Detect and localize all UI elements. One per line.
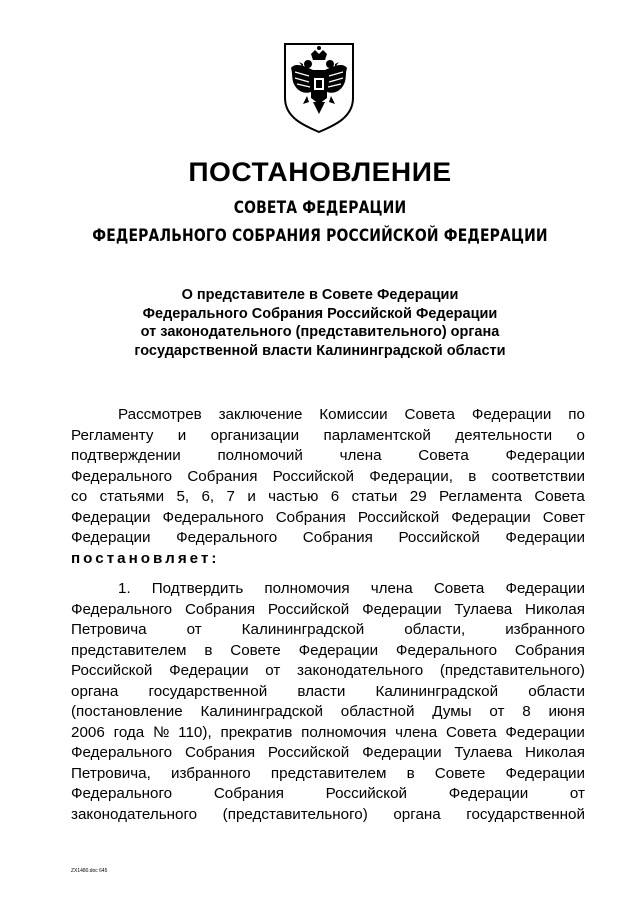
- document-title: ПОСТАНОВЛЕНИЕ: [188, 157, 452, 187]
- word: Думы: [432, 703, 472, 720]
- word: Собрания: [187, 467, 258, 485]
- text-line: [71, 600, 585, 621]
- word: Собрания: [184, 600, 256, 618]
- word: 110),: [178, 723, 212, 741]
- subject-line: Федерального Собрания Российской Федерации: [142, 305, 498, 322]
- word: в: [204, 641, 213, 659]
- word: 5,: [176, 488, 190, 505]
- word: Российской: [357, 508, 440, 526]
- word: 2006: [71, 723, 105, 741]
- word: области: [528, 682, 585, 700]
- word: Тулаева: [454, 744, 513, 761]
- word: Регламента: [439, 488, 522, 505]
- word: Петровича,: [71, 764, 151, 782]
- word: организации: [210, 426, 300, 444]
- word: члена: [339, 447, 382, 464]
- text-line: [71, 467, 585, 488]
- word: Федерального: [395, 641, 498, 659]
- word: Российской: [272, 467, 355, 485]
- word: власти: [297, 682, 346, 700]
- word: Федерации: [505, 580, 585, 597]
- word: Совета: [446, 723, 497, 741]
- word: Николая: [525, 600, 585, 618]
- text-line: [71, 702, 585, 723]
- word: Собрания: [184, 744, 256, 761]
- subject-line: от законодательного (представительного) органа: [140, 324, 500, 340]
- word: государственной: [148, 682, 268, 700]
- word: избранного: [505, 621, 585, 638]
- word: Российской: [71, 662, 153, 679]
- word: Федерального: [71, 785, 173, 802]
- word: Федерации: [298, 641, 379, 659]
- word: законодательного: [71, 805, 198, 823]
- word: Федерации: [451, 508, 531, 526]
- word: Совете: [434, 764, 486, 782]
- word: Российской: [267, 600, 350, 618]
- word: Федерации: [71, 508, 151, 526]
- word: со: [71, 488, 88, 505]
- text-line: [71, 641, 585, 662]
- text-line: [71, 723, 585, 744]
- word: (постановление: [71, 703, 183, 720]
- word: областной: [340, 703, 415, 720]
- word: Петровича: [71, 621, 147, 638]
- word: органа: [71, 682, 119, 700]
- word: в: [406, 764, 415, 782]
- word: 8: [522, 703, 531, 720]
- word: полномочия: [264, 580, 350, 597]
- word: Российской: [267, 744, 350, 761]
- word: законодательного: [297, 662, 424, 679]
- text-line: [71, 743, 585, 764]
- word: заключение: [218, 406, 303, 423]
- text-line: [71, 487, 585, 508]
- word: частью: [268, 488, 319, 505]
- word: деятельности: [455, 426, 553, 444]
- word: представителем: [270, 764, 387, 782]
- word: 1.: [118, 580, 131, 597]
- word: Калининградской: [375, 682, 499, 700]
- word: 7: [226, 488, 235, 505]
- word: (представительного): [222, 805, 368, 823]
- word: 6: [330, 488, 340, 505]
- word: Совета: [418, 447, 469, 464]
- word: Совета: [404, 406, 456, 423]
- word: года: [113, 723, 145, 741]
- word: о: [576, 426, 585, 444]
- document-code: ZX1480.doc 645: [71, 868, 108, 874]
- text-line: [71, 620, 585, 641]
- word: Федерации: [362, 744, 442, 761]
- text-line: [71, 579, 585, 600]
- word: Федерации: [505, 764, 585, 782]
- text-line: [71, 508, 585, 529]
- paragraph-preamble: [71, 405, 585, 569]
- word: прекратив: [220, 723, 293, 741]
- word: Комиссии: [319, 406, 388, 423]
- word: государственной: [466, 805, 585, 823]
- word: Собрания: [275, 508, 346, 526]
- word: Федерации: [505, 529, 585, 546]
- text-line: [71, 528, 585, 549]
- document-subtitle-council: СОВЕТА ФЕДЕРАЦИИ: [233, 198, 407, 218]
- word: статьями: [99, 488, 165, 505]
- word: Калининградской: [241, 621, 365, 638]
- coat-of-arms-icon: [281, 40, 357, 134]
- word: от: [265, 662, 281, 679]
- word: Регламенту: [71, 426, 154, 444]
- word: представителем: [71, 641, 187, 659]
- word: Совета: [534, 488, 585, 505]
- word: в: [468, 467, 477, 485]
- text-line: [71, 426, 585, 447]
- text-line: [71, 661, 585, 682]
- text-line: [71, 405, 585, 426]
- word: Российской: [398, 529, 480, 546]
- word: от: [569, 785, 585, 802]
- word: Собрания: [302, 529, 373, 546]
- text-line: [71, 784, 585, 805]
- word: области,: [404, 621, 466, 638]
- word: Совете: [230, 641, 281, 659]
- word: статьи: [351, 488, 398, 505]
- word: Федерального: [71, 600, 173, 618]
- word: Тулаева: [454, 600, 513, 618]
- paragraph-item-1: [71, 579, 585, 825]
- subject-line: О представителе в Совете Федерации: [181, 287, 459, 303]
- document-subject: [0, 286, 640, 360]
- word: от: [186, 621, 202, 638]
- word: от: [489, 703, 505, 720]
- word: Собрания: [514, 641, 585, 659]
- word: Совета: [433, 580, 485, 597]
- text-line: [71, 764, 585, 785]
- word: парламентской: [323, 426, 431, 444]
- text-line: [71, 549, 585, 570]
- resolution-keyword: постановляет:: [71, 549, 220, 567]
- word: №: [153, 723, 170, 741]
- word: июня: [548, 703, 585, 720]
- word: Федерального: [71, 467, 173, 485]
- word: 29: [409, 488, 427, 505]
- word: Федерального: [176, 529, 278, 546]
- word: Николая: [525, 744, 585, 761]
- word: Федерации: [505, 723, 585, 741]
- word: соответствии: [491, 467, 585, 485]
- word: Совет: [542, 508, 585, 526]
- text-line: [71, 682, 585, 703]
- word: Федерального: [71, 744, 173, 761]
- text-line: [71, 805, 585, 826]
- word: по: [568, 406, 585, 423]
- word: и: [177, 426, 187, 444]
- word: подтверждении: [71, 447, 181, 464]
- text-line: [71, 446, 585, 467]
- subject-line: государственной власти Калининградской области: [134, 342, 506, 359]
- word: 6,: [201, 488, 215, 505]
- word: Федерации: [169, 662, 249, 679]
- word: полномочий: [217, 447, 303, 464]
- word: и: [247, 488, 256, 505]
- word: полномочия: [301, 723, 387, 741]
- word: члена: [370, 580, 413, 597]
- word: избранного: [171, 764, 251, 782]
- word: Подтвердить: [151, 580, 244, 597]
- word: (представительного): [439, 662, 585, 679]
- word: Федерального: [162, 508, 264, 526]
- word: Российской: [325, 785, 408, 802]
- word: Федерации: [71, 529, 151, 546]
- word: Калининградской: [200, 703, 324, 720]
- word: члена: [395, 723, 438, 741]
- word: Федерации,: [369, 467, 453, 485]
- word: Федерации: [448, 785, 529, 802]
- word: Рассмотрев: [118, 406, 202, 423]
- word: Федерации: [362, 600, 442, 618]
- word: Федерации: [471, 406, 552, 423]
- word: органа: [393, 805, 441, 823]
- word: Федерации: [505, 447, 585, 464]
- word: Собрания: [213, 785, 284, 802]
- document-subtitle-assembly: ФЕДЕРАЛЬНОГО СОБРАНИЯ РОССИЙСКОЙ ФЕДЕРАЦИИ: [92, 226, 548, 246]
